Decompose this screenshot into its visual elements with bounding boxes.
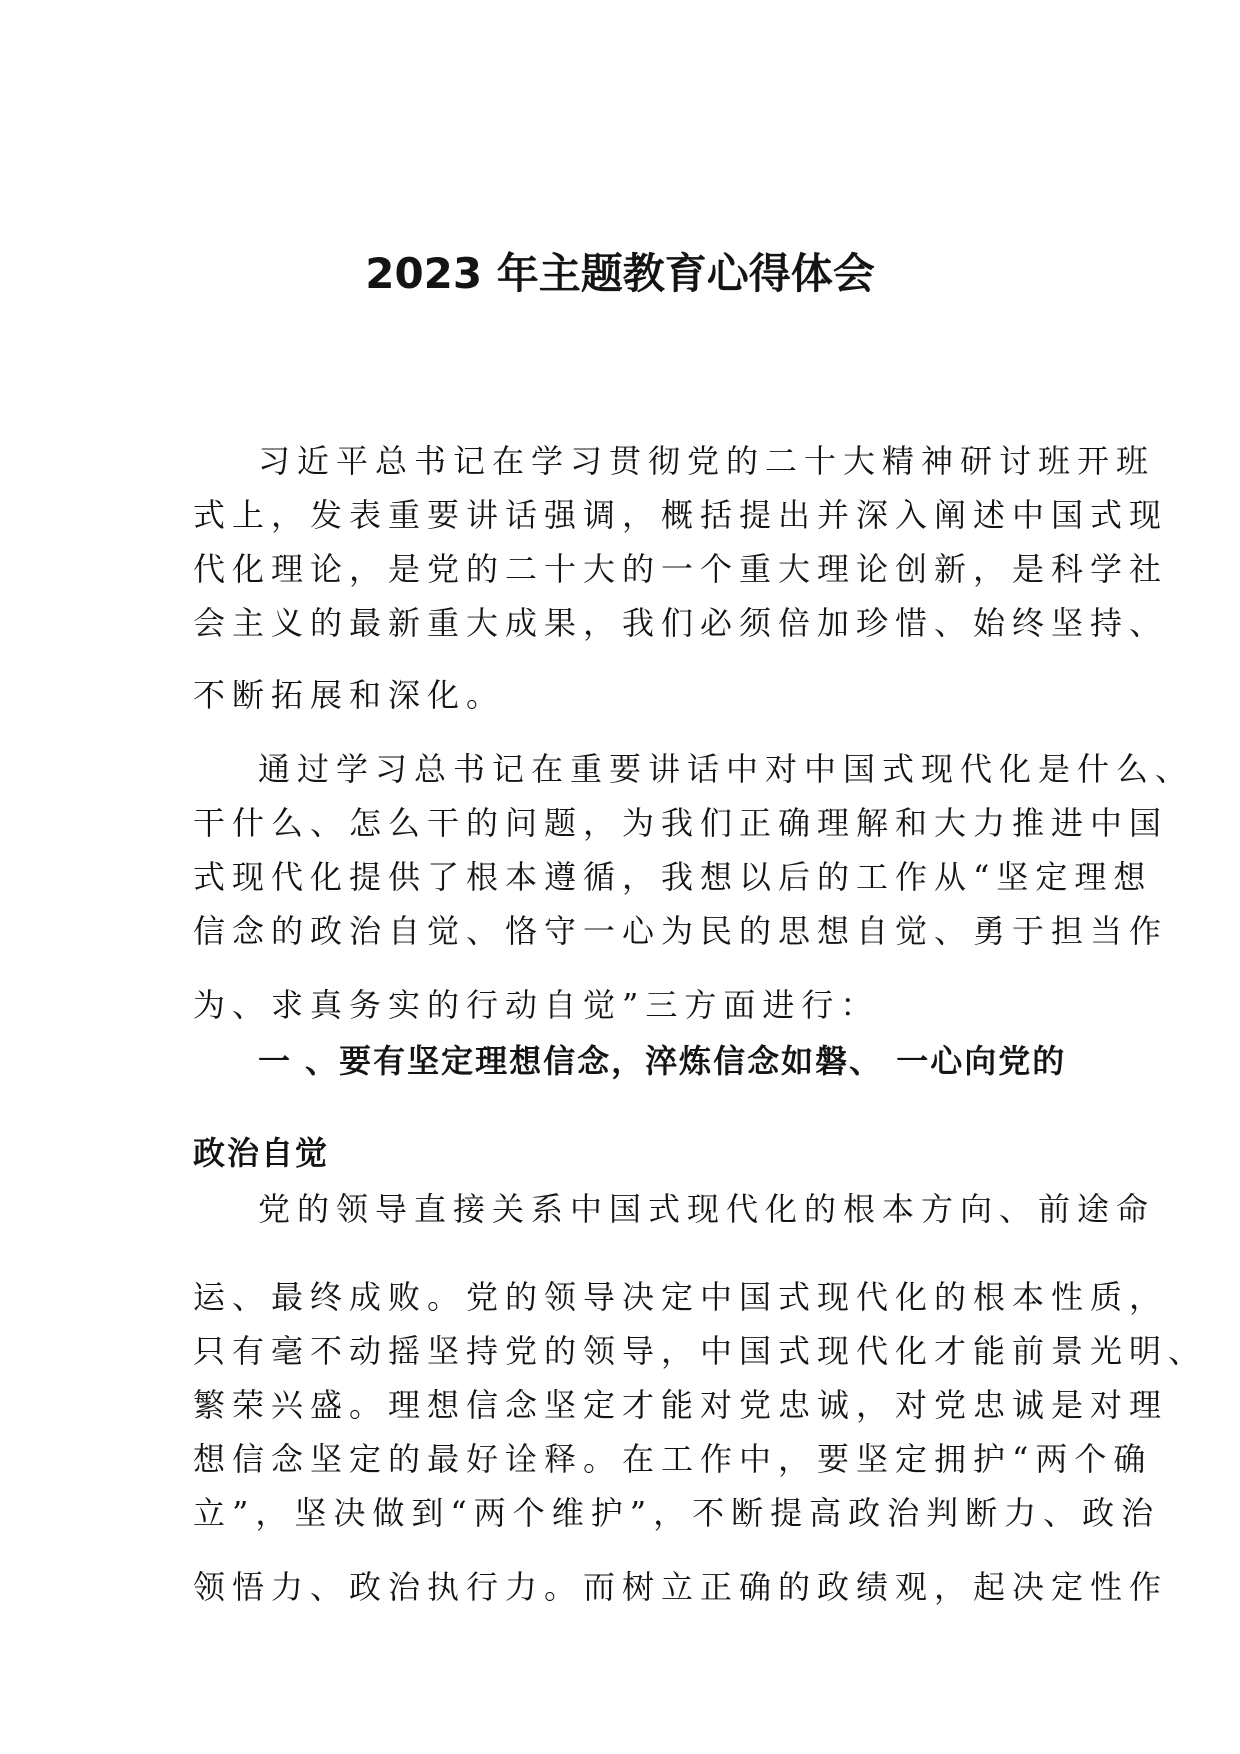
paragraph-3-line-7: 领悟力、政治执行力。而树立正确的政绩观，起决定性作 <box>193 1568 1169 1606</box>
paragraph-2-line-2: 干什么、怎么干的问题，为我们正确理解和大力推进中国 <box>193 804 1169 842</box>
paragraph-2-line-4: 信念的政治自觉、恪守一心为民的思想自觉、勇于担当作 <box>193 912 1169 950</box>
section-heading-line-2: 政治自觉 <box>193 1134 330 1172</box>
paragraph-1-line-4: 会主义的最新重大成果，我们必须倍加珍惜、始终坚持、 <box>193 604 1169 642</box>
paragraph-2-line-5: 为、求真务实的行动自觉”三方面进行： <box>193 986 880 1024</box>
paragraph-1-line-3: 代化理论，是党的二十大的一个重大理论创新，是科学社 <box>193 550 1169 588</box>
paragraph-3-line-3: 只有毫不动摇坚持党的领导，中国式现代化才能前景光明、 <box>193 1332 1208 1370</box>
paragraph-2-line-3: 式现代化提供了根本遵循，我想以后的工作从“坚定理想 <box>193 858 1153 896</box>
paragraph-3-line-1: 党的领导直接关系中国式现代化的根本方向、前途命 <box>258 1190 1156 1228</box>
paragraph-1-line-1: 习近平总书记在学习贯彻党的二十大精神研讨班开班 <box>258 442 1156 480</box>
section-heading-line-1: 一 、要有坚定理想信念，淬炼信念如磐、 一心向党的 <box>258 1042 1067 1080</box>
paragraph-1-line-2: 式上，发表重要讲话强调，概括提出并深入阐述中国式现 <box>193 496 1169 534</box>
document-title: 2023 年主题教育心得体会 <box>365 249 875 298</box>
paragraph-3-line-4: 繁荣兴盛。理想信念坚定才能对党忠诚，对党忠诚是对理 <box>193 1386 1169 1424</box>
paragraph-3-line-5: 想信念坚定的最好诠释。在工作中，要坚定拥护“两个确 <box>193 1440 1153 1478</box>
paragraph-3-line-2: 运、最终成败。党的领导决定中国式现代化的根本性质， <box>193 1278 1169 1316</box>
paragraph-2-line-1: 通过学习总书记在重要讲话中对中国式现代化是什么、 <box>258 750 1195 788</box>
paragraph-3-line-6: 立”，坚决做到“两个维护”，不断提高政治判断力、政治 <box>193 1494 1161 1532</box>
paragraph-1-line-5: 不断拓展和深化。 <box>193 676 506 714</box>
